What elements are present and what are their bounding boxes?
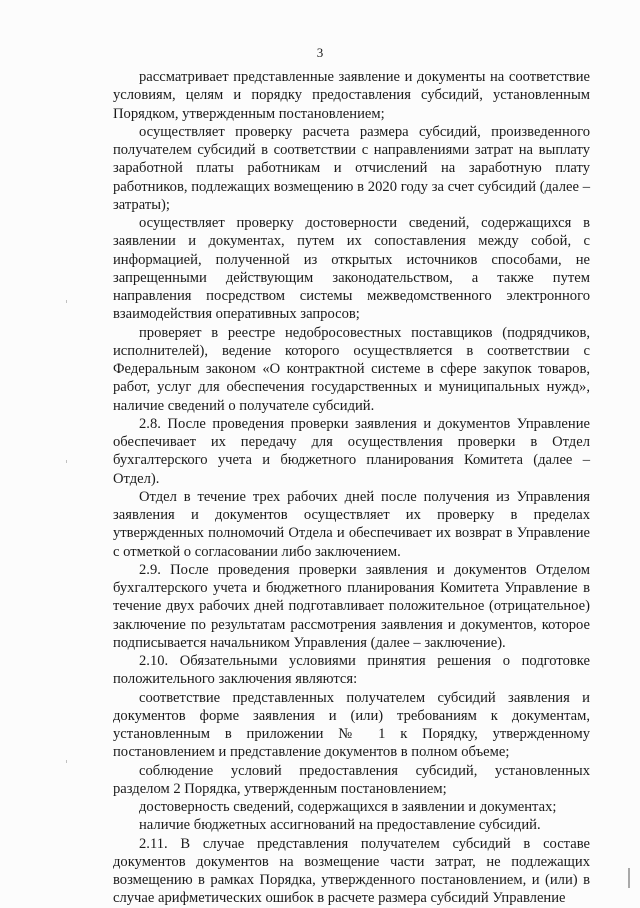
scan-artifact [66, 760, 67, 763]
paragraph: проверяет в реестре недобросовестных поставщиков (подрядчиков, исполнителей), ведение которого осуществляется в соответствии с Федеральным законом «О контрактной системе в сфере закупок товаров, работ, услуг для обеспечения государственных и муниципальных нужд», наличие сведений о получателе субсидий. [113, 324, 590, 414]
document-body [113, 68, 590, 908]
scan-artifact [628, 868, 630, 888]
paragraph: рассматривает представленные заявление и документы на соответствие условиям, целям и порядку предоставления субсидий, установленным Порядком, утвержденным постановлением; [113, 69, 590, 122]
paragraph: соответствие представленных получателем субсидий заявления и документов форме заявления и (или) требованиям к документам, установленным в приложении № 1 к Порядку, утвержденному постановлением и представление документов в полном объеме; [113, 689, 590, 761]
paragraph: 2.9. После проведения проверки заявления и документов Отделом бухгалтерского учета и бюджетного планирования Комитета Управление в течение двух рабочих дней подготавливает положительное (отрицательное) заключение по результатам рассмотрения заявления и документов, которое подписывается начальником Управления (далее – заключение). [113, 561, 590, 651]
paragraph: 2.10. Обязательными условиями принятия решения о подготовке положительного заключения являются: [113, 653, 590, 688]
scan-artifact [66, 460, 67, 463]
paragraph: соблюдение условий предоставления субсидий, установленных разделом 2 Порядка, утвержденным постановлением; [113, 762, 590, 797]
paragraph: осуществляет проверку расчета размера субсидий, произведенного получателем субсидий в соответствии с направлениями затрат на выплату заработной платы работникам и отчислений на заработную плату работников, подлежащих возмещению в 2020 году за счет субсидий (далее – затраты); [113, 123, 590, 213]
paragraph: 2.11. В случае представления получателем субсидий в составе документов документов на возмещение части затрат, не подлежащих возмещению в рамках Порядка, утвержденного постановлением, и (или) в случае арифметических ошибок в расчете размера субсидий Управление [113, 835, 590, 907]
paragraph: наличие бюджетных ассигнований на предоставление субсидий. [139, 817, 541, 834]
scan-artifact [66, 300, 67, 303]
paragraph: 2.8. После проведения проверки заявления и документов Управление обеспечивает их передачу для осуществления проверки в Отдел бухгалтерского учета и бюджетного планирования Комитета (далее – Отдел). [113, 415, 590, 487]
paragraph: достоверность сведений, содержащихся в заявлении и документах; [139, 799, 557, 815]
page-number: 3 [316, 45, 324, 60]
paragraph: осуществляет проверку достоверности сведений, содержащихся в заявлении и документах, путем их сопоставления между собой, с информацией, полученной из открытых источников способами, не запрещенными действующим законодательством, а также путем направления посредством системы межведомственного электронного взаимодействия оперативных запросов; [113, 215, 590, 323]
paragraph: Отдел в течение трех рабочих дней после получения из Управления заявления и документов осуществляет их проверку в пределах утвержденных полномочий Отдела и обеспечивает их возврат в Управление с отметкой о согласовании либо заключением. [113, 488, 590, 560]
